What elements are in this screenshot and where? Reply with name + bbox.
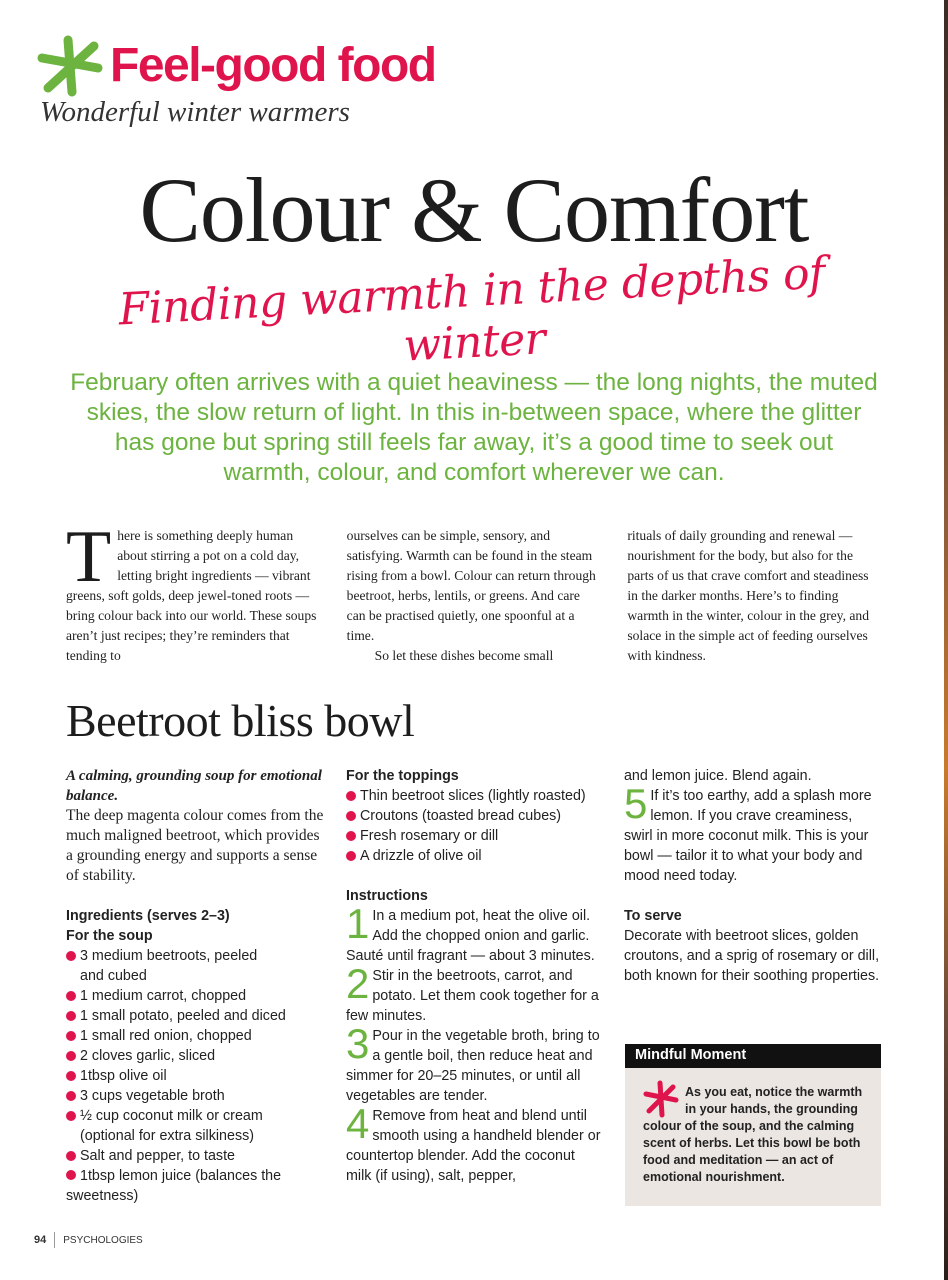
mindful-text: As you eat, notice the warmth in your hands, the grounding colour of the soup, and the calming scent of herbs. Let this bowl be both food and meditation — an act of emotional nourishment. — [643, 1085, 863, 1184]
recipe-title: Beetroot bliss bowl — [66, 695, 415, 746]
instruction-step: 5 If it’s too earthy, add a splash more lemon. If you crave creaminess, swirl in more coconut milk. This is your bowl — tailor it to what your body and mood need today. — [623, 780, 872, 884]
footer-divider — [54, 1232, 55, 1248]
instruction-step: 3 Pour in the vegetable broth, bring to a gentle boil, then reduce heat and simmer for 20–25 minutes, or until all vegetables are tender. — [345, 1020, 600, 1104]
mindful-moment-box — [625, 1044, 881, 1206]
standfirst: February often arrives with a quiet heaviness — the long nights, the muted skies, the slow return of light. In this in-between space, where the glitter has gone but spring still feels far away, it’s a good time to seek out warmth, colour, and comfort wherever we can. — [70, 369, 878, 486]
page-footer — [34, 1232, 143, 1248]
list-item: ½ cup coconut milk or cream (optional for extra silkiness) — [66, 1106, 326, 1146]
recipe-lead-italic: A calming, grounding soup for emotional balance. — [66, 768, 322, 804]
list-item: 3 cups vegetable broth — [66, 1086, 326, 1106]
list-item: 1 small potato, peeled and diced — [66, 1006, 326, 1026]
intro-paragraph-3: So let these dishes become small — [374, 648, 554, 663]
list-item: 1 small red onion, chopped — [66, 1026, 326, 1046]
list-item: 1tbsp olive oil — [66, 1066, 326, 1086]
serve-heading: To serve — [623, 908, 682, 924]
ingredients-heading: Ingredients (serves 2–3) — [66, 908, 230, 924]
script-subheadline: Finding warmth in the depths of winter — [117, 247, 827, 372]
intro-paragraph-2: ourselves can be simple, sensory, and satisfying. Warmth can be found in the steam rising from a bowl. Colour can return through beetroot, herbs, lentils, or greens. And care can be practised quietly, one spoonful at a time. — [346, 528, 596, 643]
recipe-column-1 — [66, 766, 326, 1206]
instructions-heading: Instructions — [345, 888, 428, 904]
toppings-list — [346, 786, 604, 866]
green-asterisk-icon — [36, 34, 104, 98]
section-title: Feel-good food — [110, 39, 436, 92]
serve-text: Decorate with beetroot slices, golden croutons, and a sprig of rosemary or dill, both known for their soothing properties. — [623, 928, 880, 984]
list-item: Thin beetroot slices (lightly roasted) — [346, 786, 604, 806]
intro-paragraph-1: here is something deeply human about stirring a pot on a cold day, letting bright ingredients — vibrant greens, soft golds, deep jewel-toned roots — bring colour back into our world. These soups aren’t just recipes; they’re reminders that tending to — [66, 528, 317, 663]
headline: Colour & Comfort — [139, 159, 809, 261]
page-number: 94 — [34, 1234, 47, 1246]
recipe-column-2 — [346, 766, 604, 1206]
mindful-heading: Mindful Moment — [625, 1044, 881, 1068]
soup-heading: For the soup — [66, 928, 153, 944]
instruction-step: 2 Stir in the beetroots, carrot, and potato. Let them cook together for a few minutes. — [345, 960, 599, 1024]
instruction-step: 1 In a medium pot, heat the olive oil. Add the chopped onion and garlic. Sauté until fragrant — about 3 minutes. — [345, 900, 595, 964]
soup-ingredients-list — [66, 946, 326, 1206]
section-subtitle: Wonderful winter warmers — [40, 96, 350, 128]
list-item: Croutons (toasted bread cubes) — [346, 806, 604, 826]
drop-cap: T — [66, 516, 112, 598]
list-item: 3 medium beetroots, peeled and cubed — [66, 946, 326, 986]
list-item: 1 medium carrot, chopped — [66, 986, 326, 1006]
publication-name: PSYCHOLOGIES — [63, 1234, 143, 1246]
instruction-step-continued: and lemon juice. Blend again. — [623, 768, 812, 784]
intro-column-3 — [627, 526, 880, 666]
intro-column-1 — [66, 516, 319, 666]
toppings-heading: For the toppings — [345, 768, 459, 784]
list-item: Fresh rosemary or dill — [346, 826, 604, 846]
intro-column-2 — [347, 526, 600, 666]
intro-text — [66, 516, 880, 666]
section-kicker — [36, 34, 436, 98]
list-item: 2 cloves garlic, sliced — [66, 1046, 326, 1066]
list-item: Salt and pepper, to taste — [66, 1146, 326, 1166]
instruction-step: 4 Remove from heat and blend until smooth using a handheld blender or countertop blender. Add the coconut milk (if using), salt, pepper, — [345, 1100, 601, 1184]
list-item: 1tbsp lemon juice (balances the sweetness) — [66, 1168, 282, 1204]
list-item: A drizzle of olive oil — [346, 846, 604, 866]
red-asterisk-icon — [643, 1080, 679, 1118]
recipe-lead-body: The deep magenta colour comes from the much maligned beetroot, which provides a grounding energy and supports a sense of stability. — [66, 807, 324, 884]
intro-paragraph-3-cont: rituals of daily grounding and renewal — nourishment for the body, but also for the parts of us that crave comfort and steadiness in the darker months. Here’s to finding warmth in the winter, colour in the grey, and solace in the simple act of feeding ourselves with kindness. — [627, 528, 870, 663]
